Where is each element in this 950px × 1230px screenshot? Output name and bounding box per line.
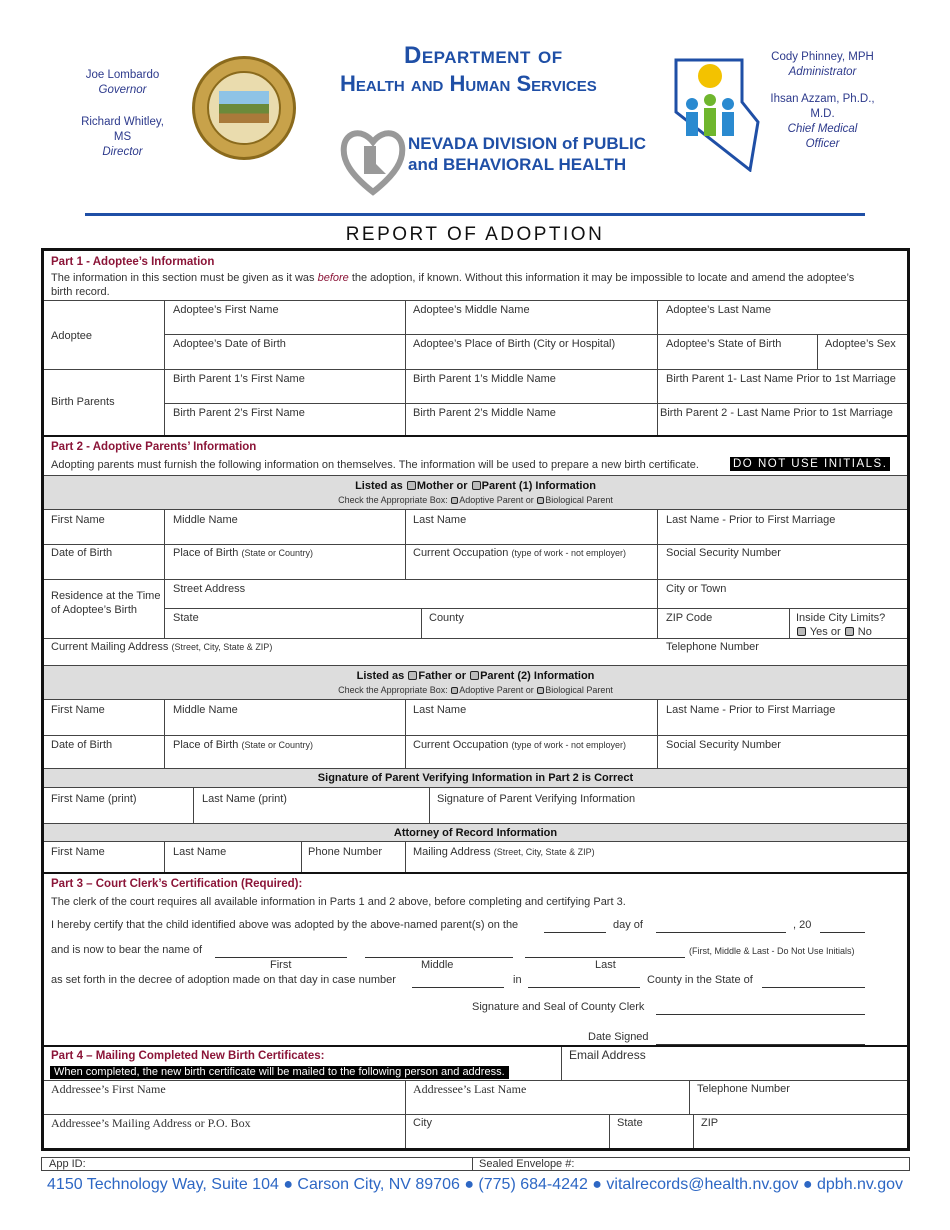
new-middle-name-line[interactable] [365,957,513,958]
heart-nevada-logo [340,122,406,198]
first-caption: First [270,959,292,971]
parent2-caption: Listed as Father or Parent (2) Information [356,670,595,682]
app-id-field[interactable]: App ID: [49,1158,86,1170]
atty-first-name-field[interactable]: First Name [51,846,105,858]
part3-name-line: and is now to bear the name of [51,944,203,956]
cmo-title: Chief Medical Officer [787,123,858,150]
addressee-mailing-field[interactable]: Addressee’s Mailing Address or P.O. Box [51,1116,251,1130]
governor-title: Governor [98,84,147,96]
division-line-1: NEVADA DIVISION of PUBLIC [408,134,647,153]
addressee-first-name-field[interactable]: Addressee’s First Name [51,1082,166,1096]
administrator-title: Administrator [788,66,857,78]
contact-footer: 4150 Technology Way, Suite 104 ● Carson City, NV 89706 ● (775) 684-4242 ● vitalrecords@health.nv.gov ● dpbh.nv.gov [47,1176,903,1193]
adoptee-label: Adoptee [51,330,92,342]
parent1-caption-bar [44,475,907,510]
parent2-checkbox[interactable] [470,671,479,680]
p1-last-prior-field[interactable]: Last Name - Prior to First Marriage [666,514,836,526]
dhhs-logo [670,52,762,172]
attorney-caption-bar [44,823,907,842]
p1-adoptive-checkbox[interactable] [451,497,458,504]
sig-signature-field[interactable]: Signature of Parent Verifying Information [437,793,636,805]
new-last-name-line[interactable] [525,957,685,958]
p1-biological-checkbox[interactable] [537,497,544,504]
p2-dob-field[interactable]: Date of Birth [51,739,113,751]
p1-ssn-field[interactable]: Social Security Number [666,547,781,559]
adoption-month-line[interactable] [656,932,786,933]
state-line[interactable] [762,987,865,988]
part3-decree-line: as set forth in the decree of adoption made on that day in case number [51,974,396,986]
header-rule [85,213,865,216]
p1-inside-city-options: Yes or No [796,626,872,639]
adoption-year-line[interactable] [820,932,865,933]
adoptee-sex-field[interactable]: Adoptee’s Sex [825,338,896,350]
sig-last-name-field[interactable]: Last Name (print) [202,793,287,805]
p1-street-field[interactable]: Street Address [173,583,246,595]
parent2-caption-bar [44,665,907,700]
p2-adoptive-checkbox[interactable] [451,687,458,694]
p1-dob-field[interactable]: Date of Birth [51,547,113,559]
p2-last-name-field[interactable]: Last Name [413,704,467,716]
name-note: (First, Middle & Last - Do Not Use Initials) [689,946,855,956]
case-number-line[interactable] [412,987,504,988]
administrator-block [770,50,875,152]
adoption-day-line[interactable] [544,932,606,933]
mother-checkbox[interactable] [407,481,416,490]
p1-state-field[interactable]: State [173,612,199,624]
p1-zip-field[interactable]: ZIP Code [666,612,713,624]
p2-ssn-field[interactable]: Social Security Number [666,739,781,751]
day-of-label: day of [613,919,643,931]
bp2-middle-name-field[interactable]: Birth Parent 2’s Middle Name [413,407,556,419]
part3-certify-line: I hereby certify that the child identified above was adopted by the above-named parent(s) on the [51,919,519,931]
adoption-form [41,248,910,1151]
p1-pob-field[interactable]: Place of Birth (State or Country) [173,547,314,559]
part4-heading: Part 4 – Mailing Completed New Birth Certificates: [51,1050,325,1062]
email-field[interactable]: Email Address [569,1048,646,1062]
p1-first-name-field[interactable]: First Name [51,514,105,526]
county-line[interactable] [528,987,640,988]
last-caption: Last [595,959,616,971]
bp1-first-name-field[interactable]: Birth Parent 1’s First Name [173,373,305,385]
parent1-check-line: Check the Appropriate Box: Adoptive Parent or Biological Parent [338,495,613,505]
p2-pob-field[interactable]: Place of Birth (State or Country) [173,739,314,751]
p1-residence-label: Residence at the Time of Adoptee’s Birth [51,590,161,616]
p1-mailing-field[interactable]: Current Mailing Address (Street, City, State & ZIP) [51,641,273,653]
p1-last-name-field[interactable]: Last Name [413,514,467,526]
p1-inside-city-label: Inside City Limits? [796,612,886,624]
parent1-checkbox[interactable] [472,481,481,490]
addressee-last-name-field[interactable]: Addressee’s Last Name [413,1082,527,1096]
clerk-signature-label: Signature and Seal of County Clerk [472,1001,645,1013]
bp1-middle-name-field[interactable]: Birth Parent 1’s Middle Name [413,373,556,385]
middle-caption: Middle [421,959,454,971]
addressee-city-field[interactable]: City [413,1117,432,1129]
dept-line-2: Health and Human Services [340,71,597,96]
year-label: , 20 [793,919,812,931]
p2-last-prior-field[interactable]: Last Name - Prior to First Marriage [666,704,836,716]
bp2-last-name-field[interactable]: Birth Parent 2 - Last Name Prior to 1st Marriage [660,407,893,419]
sealed-envelope-field[interactable]: Sealed Envelope #: [479,1158,575,1170]
parent2-check-line: Check the Appropriate Box: Adoptive Parent or Biological Parent [338,685,613,695]
part1-instructions-cont: birth record. [51,286,110,298]
part1-instructions: The information in this section must be given as it was before the adoption, if known. Without this information it may be impossible to locate and amend the adoptee’s [51,272,855,284]
director-title: Director [102,146,143,158]
p1-telephone-field[interactable]: Telephone Number [666,641,759,653]
adoptee-dob-field[interactable]: Adoptee’s Date of Birth [173,338,286,350]
inside-city-yes-checkbox[interactable] [797,627,806,636]
division-wordmark [408,133,646,175]
p2-occupation-field[interactable]: Current Occupation (type of work - not employer) [413,739,626,751]
p1-middle-name-field[interactable]: Middle Name [173,514,238,526]
part2-heading: Part 2 - Adoptive Parents’ Information [51,441,257,453]
in-label: in [513,974,522,986]
inside-city-no-checkbox[interactable] [845,627,854,636]
p2-middle-name-field[interactable]: Middle Name [173,704,238,716]
addressee-zip-field[interactable]: ZIP [701,1117,719,1129]
atty-mailing-field[interactable]: Mailing Address (Street, City, State & ZIP) [413,846,595,858]
addressee-telephone-field[interactable]: Telephone Number [697,1083,790,1095]
office-use-row [41,1157,910,1171]
p1-county-field[interactable]: County [429,612,464,624]
director-name: Richard Whitley, MS [81,116,164,143]
adoptee-pob-field[interactable]: Adoptee’s Place of Birth (City or Hospital) [413,338,616,350]
clerk-signature-line[interactable] [656,1014,865,1015]
part3-heading: Part 3 – Court Clerk’s Certification (Required): [51,878,303,890]
bp1-last-name-field[interactable]: Birth Parent 1- Last Name Prior to 1st Marriage [666,373,896,385]
no-initials-notice: DO NOT USE INITIALS. [730,457,890,471]
parent1-caption: Listed as Mother or Parent (1) Information [355,480,596,492]
adoptee-state-of-birth-field[interactable]: Adoptee’s State of Birth [666,338,782,350]
p1-occupation-field[interactable]: Current Occupation (type of work - not employer) [413,547,626,559]
attorney-caption: Attorney of Record Information [393,827,558,839]
adoptee-middle-name-field[interactable]: Adoptee’s Middle Name [413,304,530,316]
cmo-name: Ihsan Azzam, Ph.D., M.D. [770,93,875,120]
new-first-name-line[interactable] [215,957,347,958]
form-title: REPORT OF ADOPTION [345,224,605,245]
department-wordmark [340,42,630,98]
governor-block [60,68,185,160]
county-state-label: County in the State of [647,974,753,986]
p2-biological-checkbox[interactable] [537,687,544,694]
birth-parents-label: Birth Parents [51,396,115,408]
sig-first-name-field[interactable]: First Name (print) [51,793,137,805]
part2-instructions: Adopting parents must furnish the following information on themselves. The information will be used to prepare a new birth certificate. [51,459,699,471]
adoptee-last-name-field[interactable]: Adoptee’s Last Name [666,304,771,316]
p2-first-name-field[interactable]: First Name [51,704,105,716]
part4-instructions: When completed, the new birth certificate will be mailed to the following person and address. [50,1066,509,1079]
addressee-state-field[interactable]: State [617,1117,643,1129]
date-signed-label: Date Signed [588,1031,649,1043]
p1-city-field[interactable]: City or Town [666,583,727,595]
atty-phone-field[interactable]: Phone Number [308,846,382,858]
atty-last-name-field[interactable]: Last Name [173,846,227,858]
dept-line-1: Department of [404,42,563,69]
part1-heading: Part 1 - Adoptee’s Information [51,256,215,268]
state-seal-logo [192,56,296,160]
governor-name: Joe Lombardo [85,69,160,81]
adoptee-first-name-field[interactable]: Adoptee’s First Name [173,304,279,316]
division-line-2: and BEHAVIORAL HEALTH [408,155,627,174]
part3-instructions: The clerk of the court requires all available information in Parts 1 and 2 above, before completing and certifying Part 3. [51,896,626,908]
bp2-first-name-field[interactable]: Birth Parent 2’s First Name [173,407,305,419]
signature-caption-bar [44,768,907,788]
signature-caption: Signature of Parent Verifying Information in Part 2 is Correct [317,772,634,784]
father-checkbox[interactable] [408,671,417,680]
administrator-name: Cody Phinney, MPH [771,51,874,63]
